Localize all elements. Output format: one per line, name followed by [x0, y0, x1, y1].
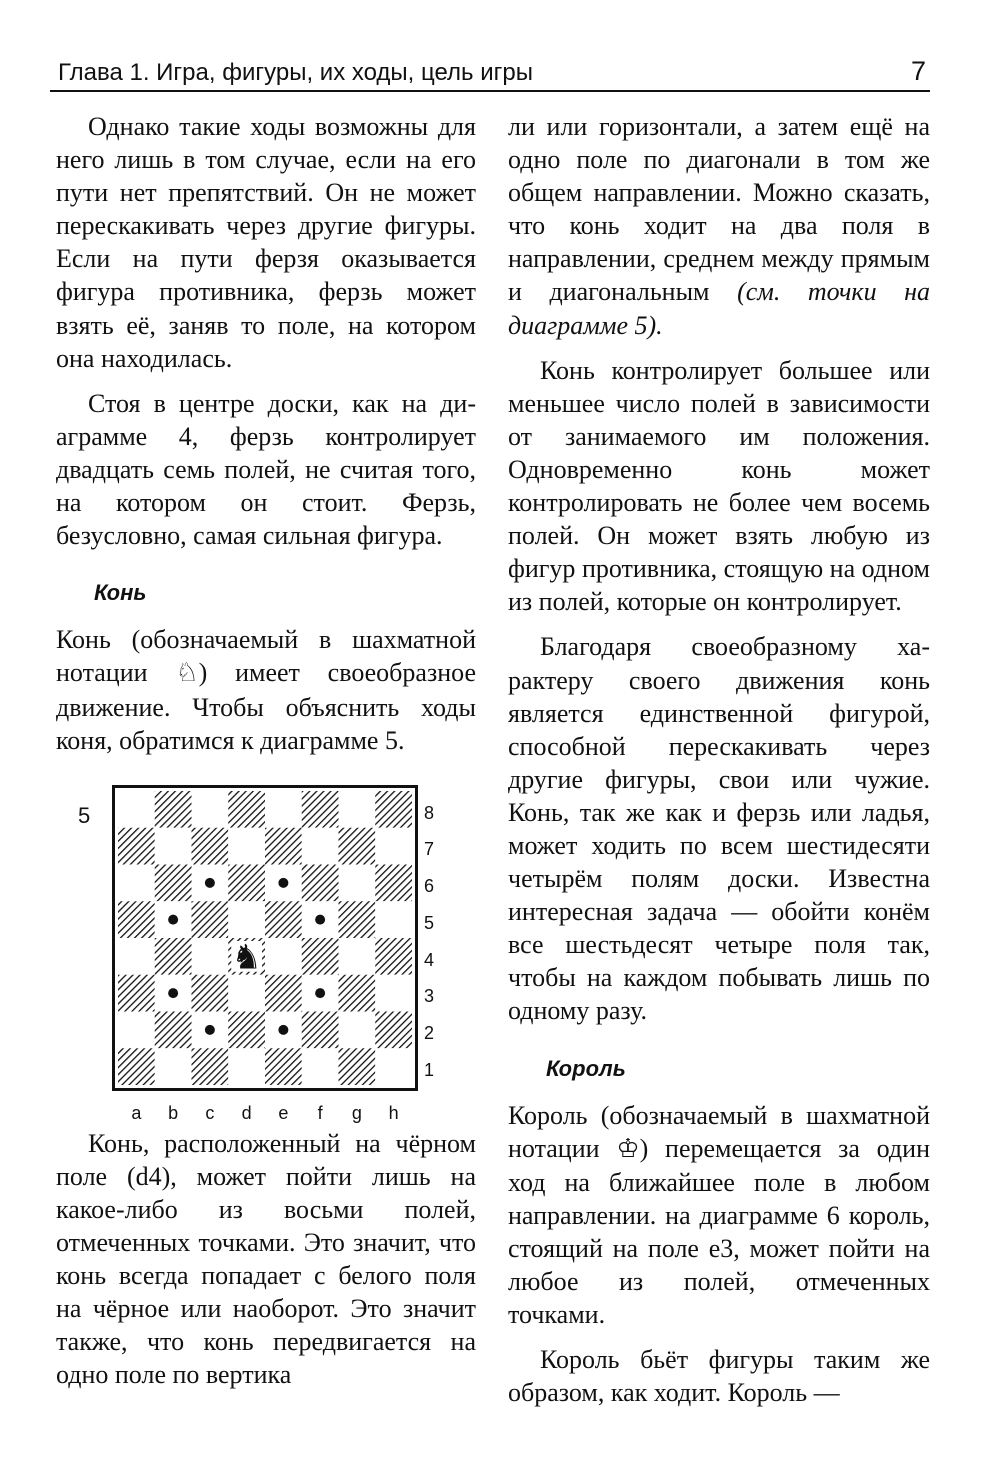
- board-square-b6: [155, 864, 192, 901]
- rank-label: 4: [424, 949, 435, 970]
- board-square-h2: [375, 1011, 412, 1048]
- board-square-e8: [265, 791, 302, 828]
- paragraph: Конь (обозначаемый в шахматной нотации ♘) имеет своеобразное движение. Чтобы объяснить ходы коня, обратимся к диаграмме 5.: [56, 625, 476, 755]
- board-square-c3: [192, 974, 229, 1011]
- paragraph: Король (обозначаемый в шахматной нотации ♔) перемещается за один ход на ближайшее поле в любом направлении. на диаграмме 6 король, стоящий на поле е3, может пойти на любое из полей, отмеченных точками.: [508, 1100, 930, 1330]
- board-square-h4: [375, 938, 412, 975]
- chess-diagram: [56, 785, 476, 1123]
- paragraph: Конь контролирует большее или меньшее число полей в зависимости от занимаемого им положения. Одновременно конь может контролировать не более чем восемь полей. Он может взять любую из фигур противника, стоящую на одном из полей, которые он контролирует.: [508, 355, 930, 617]
- paragraph: Стоя в центре доски, как на диаграмме 4, ферзь контролирует двадцать семь полей, не считая того, на котором он стоит. Ферзь, безусловно, самая сильная фигура.: [56, 388, 476, 551]
- board-square-a1: [118, 1048, 155, 1085]
- board-square-c4: [192, 938, 229, 975]
- board-square-a3: [118, 974, 155, 1011]
- file-label: d: [241, 1102, 252, 1123]
- board-square-f2: [302, 1011, 339, 1048]
- board-square-f4: [302, 938, 339, 975]
- file-label: a: [131, 1102, 142, 1123]
- file-label: h: [388, 1102, 399, 1123]
- board-square-f7: [302, 827, 339, 864]
- board-square-b1: [155, 1048, 192, 1085]
- board-square-a6: [118, 864, 155, 901]
- board-square-c7: [192, 827, 229, 864]
- move-dot-e2: [278, 1025, 288, 1035]
- board-square-d3: [228, 974, 265, 1011]
- board-square-d1: [228, 1048, 265, 1085]
- move-dot-b5: [168, 914, 178, 924]
- board-square-b8: [155, 791, 192, 828]
- board-square-d8: [228, 791, 265, 828]
- board-square-a5: [118, 901, 155, 938]
- board-square-c1: [192, 1048, 229, 1085]
- move-dot-c6: [205, 878, 215, 888]
- file-label: f: [317, 1102, 323, 1123]
- chess-board: [118, 791, 412, 1085]
- rank-label: 7: [424, 839, 435, 860]
- board-square-h5: [375, 901, 412, 938]
- board-square-e3: [265, 974, 302, 1011]
- board-square-g2: [339, 1011, 376, 1048]
- board-square-d2: [228, 1011, 265, 1048]
- board-square-a7: [118, 827, 155, 864]
- board-square-h6: [375, 864, 412, 901]
- board-square-g4: [339, 938, 376, 975]
- paragraph: Конь, расположенный на чёрном поле (d4), может пойти лишь на какое-либо из восьми полей, отмеченных точками. Это значит, что конь всегда попадает с белого поля на чёрное или наоборот. Это значит также, что конь передвигается на одно поле по вертика: [56, 1128, 476, 1390]
- move-dot-f3: [315, 988, 325, 998]
- rank-label: 8: [424, 802, 435, 823]
- page-number: 7: [910, 56, 926, 86]
- board-square-e1: [265, 1048, 302, 1085]
- board-square-f8: [302, 791, 339, 828]
- move-dot-b3: [168, 988, 178, 998]
- board-square-b4: [155, 938, 192, 975]
- move-dot-f5: [315, 914, 325, 924]
- board-square-a8: [118, 791, 155, 828]
- king-symbol: ♔: [616, 1133, 640, 1164]
- section-heading-king: Король: [546, 1055, 626, 1081]
- rank-label: 5: [424, 912, 435, 933]
- board-square-d5: [228, 901, 265, 938]
- board-square-g5: [339, 901, 376, 938]
- board-square-c5: [192, 901, 229, 938]
- move-dot-c2: [205, 1025, 215, 1035]
- board-square-b7: [155, 827, 192, 864]
- rank-label: 3: [424, 986, 435, 1007]
- board-square-g3: [339, 974, 376, 1011]
- board-square-g8: [339, 791, 376, 828]
- rank-label: 1: [424, 1059, 435, 1080]
- board-square-e5: [265, 901, 302, 938]
- section-heading-knight: Конь: [94, 580, 147, 606]
- board-square-h8: [375, 791, 412, 828]
- diagram-reference: (см. точки на диаграмме 5).: [508, 277, 931, 340]
- diagram-number: 5: [78, 802, 91, 828]
- board-square-d6: [228, 864, 265, 901]
- board-square-a2: [118, 1011, 155, 1048]
- board-square-a4: [118, 938, 155, 975]
- knight-icon: ♞: [231, 937, 262, 978]
- file-label: b: [168, 1102, 179, 1123]
- board-square-d7: [228, 827, 265, 864]
- board-square-c8: [192, 791, 229, 828]
- board-square-e4: [265, 938, 302, 975]
- board-square-f6: [302, 864, 339, 901]
- file-label: g: [351, 1102, 362, 1123]
- move-dot-e6: [278, 878, 288, 888]
- file-label: c: [205, 1102, 215, 1123]
- board-square-e7: [265, 827, 302, 864]
- paragraph: Благодаря своеобразному характеру своего движения конь является единственной фигурой, способной перескакивать через другие фигуры, свои или чужие. Конь, так же как и ферзь или ладья, может ходить по всем шестидесяти четырём полям доски. Известна интересная задача — обойти конём все шестьдесят четыре поля так, чтобы на каждом побывать лишь по одному разу.: [508, 632, 930, 1026]
- left-column: [56, 110, 476, 1391]
- rank-label: 6: [424, 876, 435, 897]
- file-label: e: [278, 1102, 289, 1123]
- rank-label: 2: [424, 1023, 435, 1044]
- board-square-g6: [339, 864, 376, 901]
- board-square-h7: [375, 827, 412, 864]
- board-square-h1: [375, 1048, 412, 1085]
- knight-symbol: ♘: [175, 658, 199, 689]
- right-column: [508, 110, 930, 1409]
- paragraph: Король бьёт фигуры таким же образом, как ходит. Король —: [508, 1345, 930, 1408]
- running-header: [50, 56, 930, 92]
- paragraph: ли или горизонтали, а затем ещё на одно поле по диагонали в том же общем направлении. Можно сказать, что конь ходит на два поля в направлении, среднем между прямым и диагональным (см. точки на диаграмме 5).: [508, 112, 931, 340]
- board-square-b2: [155, 1011, 192, 1048]
- board-square-g1: [339, 1048, 376, 1085]
- board-square-g7: [339, 827, 376, 864]
- paragraph: Однако такие ходы возможны для него лишь в том случае, если на его пути нет препятствий. Он не может перескакивать через другие фигуры. Если на пути ферзя оказывается фигура противника, ферзь может взять её, заняв то поле, на котором она находилась.: [56, 112, 476, 373]
- board-square-h3: [375, 974, 412, 1011]
- chapter-title: Глава 1. Игра, фигуры, их ходы, цель игры: [58, 59, 533, 86]
- board-square-f1: [302, 1048, 339, 1085]
